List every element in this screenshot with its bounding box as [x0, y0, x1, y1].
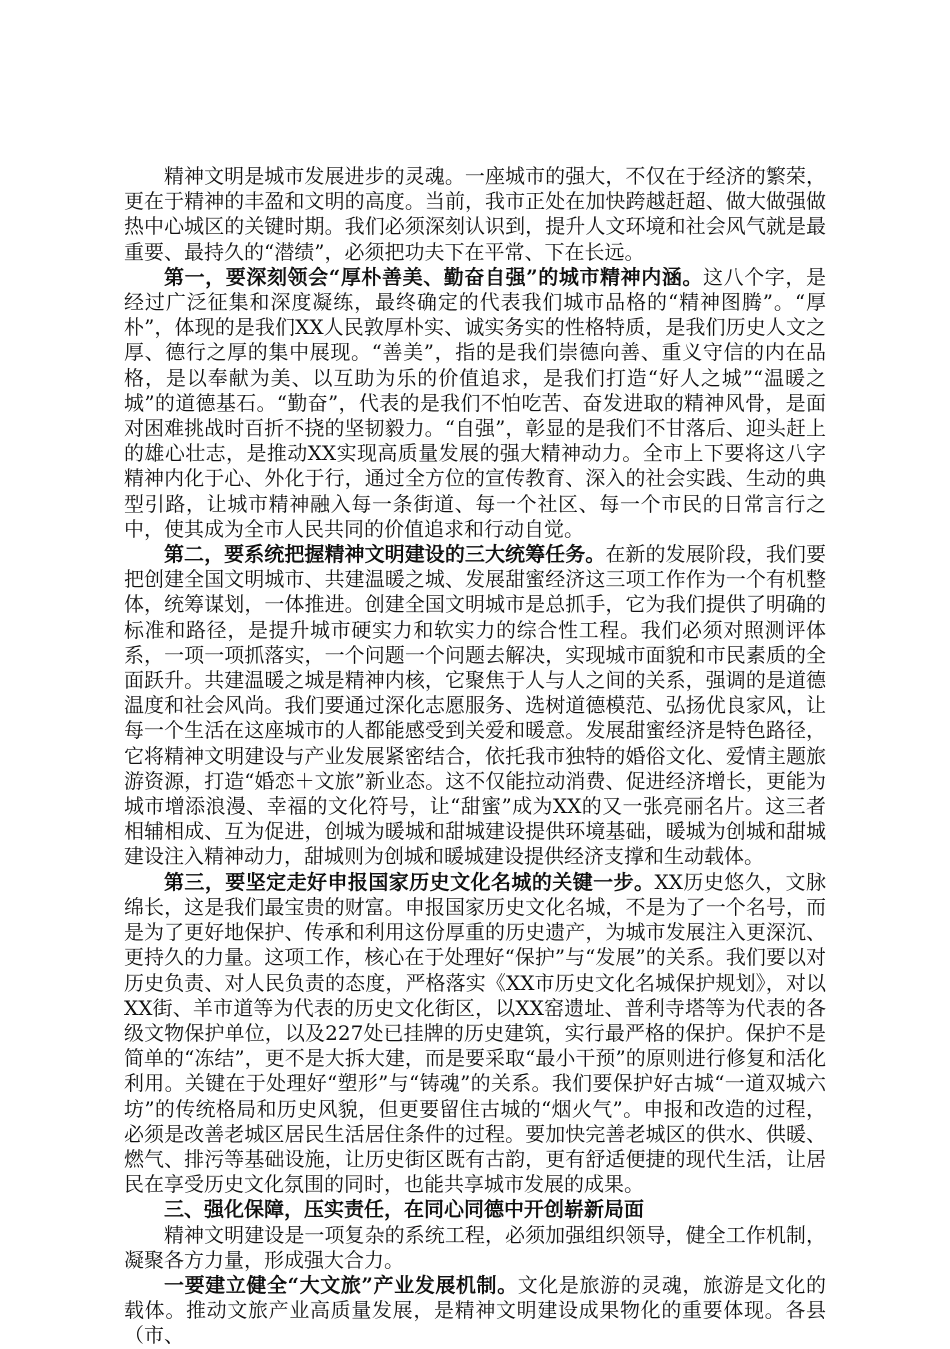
paragraph-body: 精神文明建设是一项复杂的系统工程，必须加强组织领导，健全工作机制，凝聚各方力量，形成强大合力。: [124, 1222, 826, 1272]
paragraph-intro: [124, 164, 826, 265]
paragraph-lead: 一要建立健全“大文旅”产业发展机制。: [164, 1272, 518, 1297]
paragraph-first-point: [124, 265, 826, 542]
paragraph-lead: 第三，要坚定走好申报国家历史文化名城的关键一步。: [164, 869, 655, 894]
paragraph-third-point: [124, 870, 826, 1198]
paragraph-body: XX历史悠久，文脉绵长，这是我们最宝贵的财富。申报国家历史文化名城，不是为了一个名号，而是为了更好地保护、传承和利用这份厚重的历史遗产，为城市发展注入更深沉、更持久的力量。这项工作，核心在于处理好“保护”与“发展”的关系。我们要以对历史负责、对人民负责的态度，严格落实《XX市历史文化名城保护规划》，对以XX街、羊市道等为代表的历史文化街区，以XX窑遗址、普利寺塔等为代表的各级文物保护单位，以及227处已挂牌的历史建筑，实行最严格的保护。保护不是简单的“冻结”，更不是大拆大建，而是要采取“最小干预”的原则进行修复和活化利用。关键在于处理好“塑形”与“铸魂”的关系。我们要保护好古城“一道双城六坊”的传统格局和历史风貌，但更要留住古城的“烟火气”。申报和改造的过程，必须是改善老城区居民生活居住条件的过程。要加快完善老城区的供水、供暖、燃气、排污等基础设施，让历史街区既有古韵，更有舒适便捷的现代生活，让居民在享受历史文化氛围的同时，也能共享城市发展的成果。: [124, 869, 826, 1197]
paragraph-section-intro: [124, 1223, 826, 1273]
paragraph-body: 这八个字，是经过广泛征集和深度凝练，最终确定的代表我们城市品格的“精神图腾”。“厚朴”，体现的是我们XX人民敦厚朴实、诚实务实的性格特质，是我们历史人文之厚、德行之厚的集中展现。“善美”，指的是我们崇德向善、重义守信的内在品格，是以奉献为美、以互助为乐的价值追求，是我们打造“好人之城”“温暖之城”的道德基石。“勤奋”，代表的是我们不怕吃苦、奋发进取的精神风骨，是面对困难挑战时百折不挠的坚韧毅力。“自强”，彰显的是我们不甘落后、迎头赶上的雄心壮志，是推动XX实现高质量发展的强大精神动力。全市上下要将这八字精神内化于心、外化于行，通过全方位的宣传教育、深入的社会实践、生动的典型引路，让城市精神融入每一条街道、每一个社区、每一个市民的日常言行之中，使其成为全市人民共同的价值追求和行动自觉。: [124, 264, 826, 541]
paragraph-body: 精神文明是城市发展进步的灵魂。一座城市的强大，不仅在于经济的繁荣，更在于精神的丰盈和文明的高度。当前，我市正处在加快跨越赶超、做大做强做热中心城区的关键时期。我们必须深刻认识到，提升人文环境和社会风气就是最重要、最持久的“潜绩”，必须把功夫下在平常、下在长远。: [124, 164, 826, 264]
paragraph-body: 文化是旅游的灵魂，旅游是文化的载体。推动文旅产业高质量发展，是精神文明建设成果物化的重要体现。各县（市、: [124, 1272, 826, 1348]
paragraph-body: 在新的发展阶段，我们要把创建全国文明城市、共建温暖之城、发展甜蜜经济这三项工作作为一个有机整体，统筹谋划，一体推进。创建全国文明城市是总抓手，它为我们提供了明确的标准和路径，是提升城市硬实力和软实力的综合性工程。我们必须对照测评体系，一项一项抓落实，一个问题一个问题去解决，实现城市面貌和市民素质的全面跃升。共建温暖之城是精神内核，它聚焦于人与人之间的关系，强调的是道德温度和社会风尚。我们要通过深化志愿服务、选树道德模范、弘扬优良家风，让每一个生活在这座城市的人都能感受到关爱和暖意。发展甜蜜经济是特色路径，它将精神文明建设与产业发展紧密结合，依托我市独特的婚俗文化、爱情主题旅游资源，打造“婚恋＋文旅”新业态。这不仅能拉动消费、促进经济增长，更能为城市增添浪漫、幸福的文化符号，让“甜蜜”成为XX的又一张亮丽名片。这三者相辅相成、互为促进，创城为暖城和甜城建设提供环境基础，暖城为创城和甜城建设注入精神动力，甜城则为创城和暖城建设提供经济支撑和生动载体。: [124, 542, 826, 869]
section-heading: 三、强化保障，压实责任，在同心同德中开创崭新局面: [164, 1197, 644, 1222]
paragraph-second-point: [124, 542, 826, 870]
paragraph-lead: 第二，要系统把握精神文明建设的三大统筹任务。: [164, 542, 606, 567]
paragraph-lead: 第一，要深刻领会“厚朴善美、勤奋自强”的城市精神内涵。: [164, 264, 704, 289]
document-page: [124, 164, 826, 1349]
paragraph-mechanism: [124, 1273, 826, 1349]
